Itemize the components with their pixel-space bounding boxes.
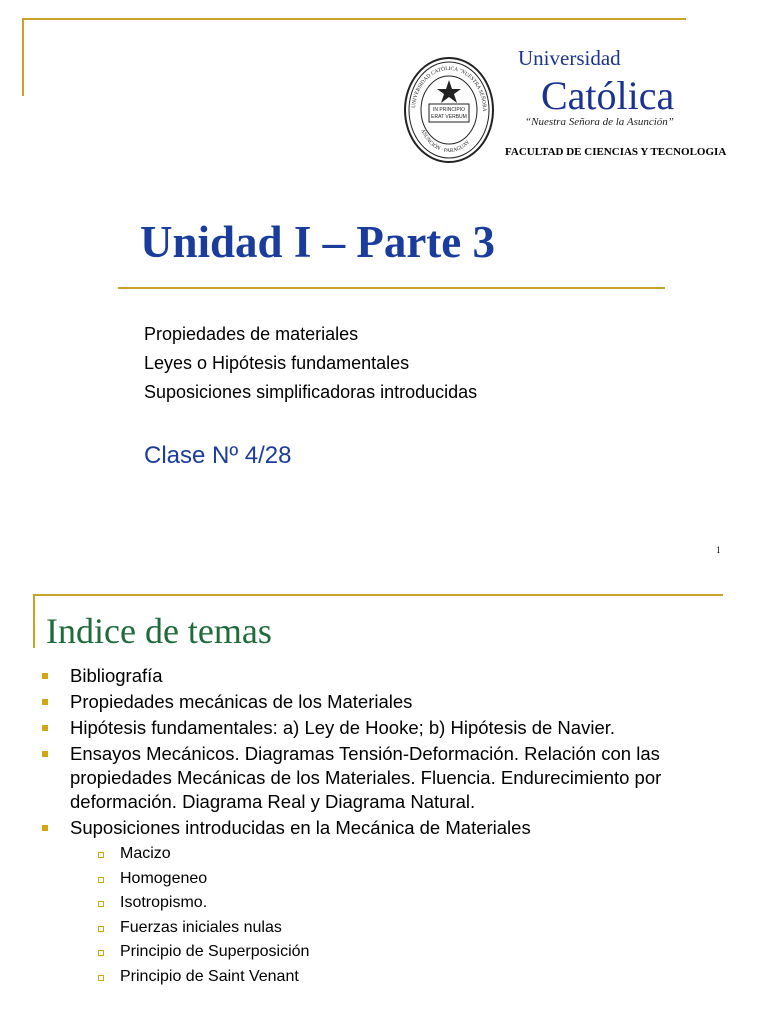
sub-list-item: Fuerzas iniciales nulas xyxy=(70,916,740,941)
sub-list-item: Principio de Saint Venant xyxy=(70,965,740,990)
sub-list-item: Isotropismo. xyxy=(70,891,740,916)
university-motto: “Nuestra Señora de la Asunción” xyxy=(525,116,674,128)
subtitle-line: Leyes o Hipótesis fundamentales xyxy=(144,353,410,373)
hollow-square-bullet-icon xyxy=(98,950,104,956)
seal-ring-bottom-text: ASUNCIÓN · PARAGUAY xyxy=(419,128,472,155)
bullet-square-icon xyxy=(42,825,48,831)
bullet-square-icon xyxy=(42,725,48,731)
seal-ring-top-text: UNIVERSIDAD CATÓLICA "NUESTRA SEÑORA xyxy=(411,65,488,112)
list-item: Suposiciones introducidas en la Mecánica de Materiales Macizo Homogeneo Isotropismo. Fuerzas iniciales nulas Principio de Superposición Principio de Saint Venant xyxy=(40,816,740,989)
left-frame-line xyxy=(22,18,24,96)
seal-motto-line1: IN PRINCIPIO xyxy=(433,107,465,113)
sub-list-item: Homogeneo xyxy=(70,867,740,892)
subtitle-line: Suposiciones simplificadoras introducidas xyxy=(144,382,478,402)
university-word: Universidad xyxy=(518,46,621,70)
class-number: Clase Nº 4/28 xyxy=(144,442,292,469)
bullet-square-icon xyxy=(42,699,48,705)
list-item: Hipótesis fundamentales: a) Ley de Hooke; b) Hipótesis de Navier. xyxy=(40,716,740,740)
slide-title: Indice de temas xyxy=(46,611,272,651)
hollow-square-bullet-icon xyxy=(98,975,104,981)
slide-title: Unidad I – Parte 3 xyxy=(140,217,496,267)
top-frame-line xyxy=(33,594,723,596)
page-number: 1 xyxy=(716,545,721,555)
topic-list xyxy=(40,664,740,991)
list-item: Bibliografía xyxy=(40,664,740,688)
subtitle-line: Propiedades de materiales xyxy=(144,324,359,344)
left-frame-line xyxy=(33,594,35,648)
sub-list-item: Macizo xyxy=(70,842,740,867)
faculty-name: FACULTAD DE CIENCIAS Y TECNOLOGIA xyxy=(505,146,727,158)
hollow-square-bullet-icon xyxy=(98,877,104,883)
university-seal-icon xyxy=(403,56,495,164)
hollow-square-bullet-icon xyxy=(98,926,104,932)
slide-2 xyxy=(0,576,768,1024)
bullet-square-icon xyxy=(42,751,48,757)
subtopic-list xyxy=(70,842,740,989)
bullet-square-icon xyxy=(42,673,48,679)
hollow-square-bullet-icon xyxy=(98,901,104,907)
list-item: Propiedades mecánicas de los Materiales xyxy=(40,690,740,714)
hollow-square-bullet-icon xyxy=(98,852,104,858)
university-name: Católica xyxy=(541,73,675,118)
top-frame-line xyxy=(22,18,686,20)
list-item: Ensayos Mecánicos. Diagramas Tensión-Deformación. Relación con las propiedades Mecánicas de los Materiales. Fluencia. Endurecimiento por deformación. Diagrama Real y Diagrama Natural. xyxy=(40,742,740,814)
seal-motto-line2: ERAT VERBUM xyxy=(431,114,467,120)
sub-list-item: Principio de Superposición xyxy=(70,940,740,965)
title-underline xyxy=(118,287,665,289)
subtitle-list xyxy=(144,320,477,407)
